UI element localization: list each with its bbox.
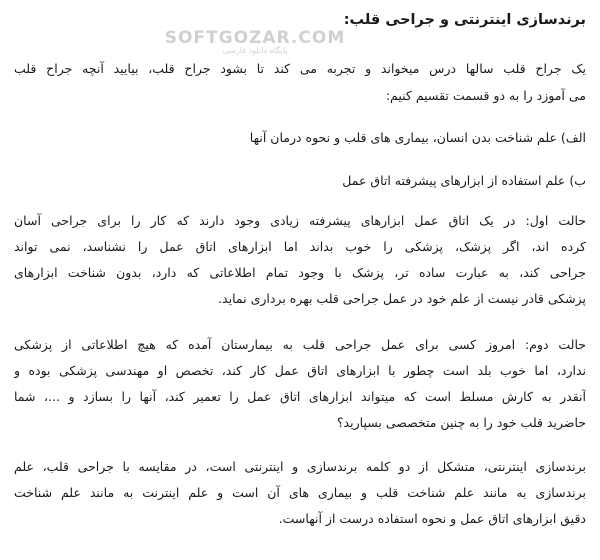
paragraph-line: حالت دوم: امروز کسی برای عمل جراحی قلب به بیمارستان آمده که هیچ اطلاعاتی از پزشکی bbox=[14, 337, 586, 352]
watermark-subtitle: پایگاه دانلود فارسی bbox=[222, 46, 288, 55]
list-item-a: الف) علم شناخت بدن انسان، بیماری های قلب و نحوه درمان آنها bbox=[249, 130, 586, 145]
paragraph-line: یک جراح قلب سالها درس میخواند و تجربه می کند تا بشود جراح قلب، بیایید آنچه جراح قلب bbox=[14, 61, 586, 76]
watermark-brand: SOFTGOZAR.COM bbox=[164, 28, 346, 48]
list-item-b: ب) علم استفاده از ابزارهای پیشرفته اتاق عمل bbox=[342, 173, 586, 188]
document-heading: برندسازی اینترنتی و جراحی قلب: bbox=[343, 12, 586, 28]
paragraph-line: جراحی کند، به عبارت ساده تر، پزشک با وجود تمام اطلاعاتی که دارد، بدون شناخت ابزارهای bbox=[14, 265, 586, 280]
paragraph-line: دقیق ابزارهای اتاق عمل و نحوه استفاده درست از آنهاست. bbox=[278, 511, 586, 526]
paragraph-line: می آموزد را به دو قسمت تقسیم کنیم: bbox=[385, 88, 586, 103]
paragraph-line: کرده اند، اگر پزشک، پزشکی را خوب بداند اما ابزارهای اتاق عمل را نشناسد، نمی تواند bbox=[14, 239, 586, 254]
watermark bbox=[150, 28, 360, 55]
paragraph-line: حالت اول: در یک اتاق عمل ابزارهای پیشرفته زیادی وجود دارند که کار را برای جراحی آسان bbox=[14, 213, 586, 228]
paragraph-line: ندارد، اما خوب بلد است چطور با ابزارهای اتاق عمل کار کند، تخصص او مهندسی پزشکی بوده و bbox=[14, 363, 586, 378]
paragraph-line: پزشکی قادر نیست از علم خود در عمل جراحی قلب بهره برداری نماید. bbox=[218, 291, 586, 306]
paragraph-line: آنقدر به کارش مسلط است که میتواند ابزارهای اتاق عمل را تعمیر کند، آنها را بسازد و ...، شما bbox=[14, 389, 586, 404]
paragraph-line: برندسازی به مانند علم شناخت قلب و بیماری های آن است و علم اینترنت به مانند علم شناخت bbox=[14, 485, 586, 500]
paragraph-line: حاضرید قلب خود را به چنین متخصصی بسپارید؟ bbox=[336, 415, 586, 430]
paragraph-line: برندسازی اینترنتی، متشکل از دو کلمه برندسازی و اینترنتی است، در مقایسه با جراحی قلب، علم bbox=[14, 459, 586, 474]
